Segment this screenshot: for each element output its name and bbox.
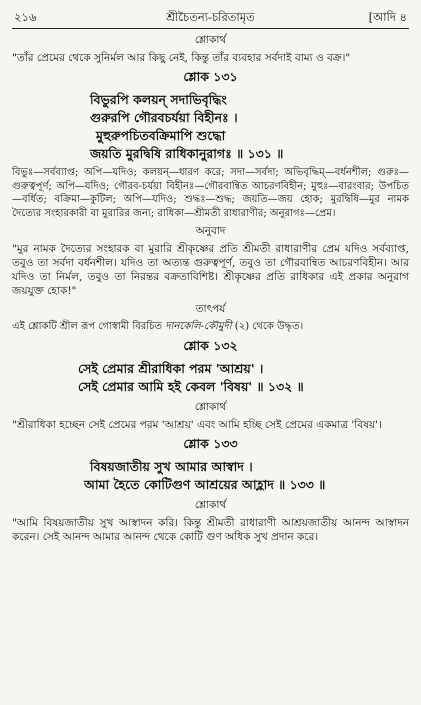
verse-line: সেই প্রেমার শ্রীরাধিকা পরম 'আশ্রয়' । [78,361,264,376]
verse-line: জয়তি মুরদ্বিষি রাধিকানুরাগঃ ॥ ১৩১ ॥ [90,146,284,161]
page-header [12,6,409,29]
verse-line: মুহুরুপচিতবক্রিমাপি শুদ্ধো [96,128,226,143]
page-number: ২১৬ [14,10,37,24]
book-title: দানকেলি-কৌমুদী [165,321,232,332]
purport-text: (২) থেকে উদ্ধৃত। [231,321,304,332]
running-title: শ্রীচৈতন্য-চরিতামৃত [166,10,255,24]
verse-number: শ্লোক ১৩১ [183,69,238,84]
bengali-verse [12,360,409,396]
verse-number: শ্লোক ১৩৩ [183,436,238,451]
section-heading: শ্লোকার্থ [194,34,227,46]
translation: "মুর নামক দৈত্যের সংহারক বা মুরারি শ্রীকৃষ্ণের প্রতি শ্রীমতী রাধারাণীর প্রেম যদিও সর্বব্যাপ্ত, তবুও তা সর্বদা বর্ধনশীল। যদিও তা অত্যন্ত গুরুত্বপূর্ণ, তবুও তা গৌরবান্বিত আচরণবিহীন। আর যদিও তা নির্মল, তবুও তা নিরন্তর বক্রতাবিশিষ্ট। শ্রীকৃষ্ণের প্রতি রাধিকার এই প্রকার অনুরাগ জয়যুক্ত হোক!" [12,243,409,297]
purport [12,320,409,334]
section-heading: শ্লোকার্থ [194,401,227,413]
sanskrit-verse [12,91,409,163]
verse-meaning: "তাঁর প্রেমের থেকে সুনির্মল আর কিছু নেই, কিন্তু তাঁর ব্যবহার সর্বদাই বাম্য ও বক্র।" [12,52,351,64]
verse-meaning: "শ্রীরাধিকা হচ্ছেন সেই প্রেমের পরম 'আশ্রয়' এবং আমি হচ্ছি সেই প্রেমের একমাত্র 'বিষয়'। [12,419,382,431]
bengali-verse [12,458,409,494]
verse-number: শ্লোক ১৩২ [183,338,238,353]
verse-meaning: "আমি বিষয়জাতীয় সুখ আস্বাদন করি। কিন্তু শ্রীমতী রাধারাণী আশ্রয়জাতীয় আনন্দ আস্বাদন করেন। সেই আনন্দ আমার আনন্দ থেকে কোটি গুণ অধিক সুখ প্রদান করে। [12,517,409,543]
purport-text: এই শ্লোকটি শ্রীল রূপ গোস্বামী বিরচিত [12,321,166,332]
verse-line: গুরুরপি গৌরবচর্যয়া বিহীনঃ । [90,110,238,125]
verse-line: আমা হৈতে কোটিগুণ আশ্রয়ের আহ্লাদ ॥ ১৩৩ ॥ [84,477,326,492]
chapter-marker: [আদি ৪ [368,10,407,24]
synonyms: বিভুঃ—সর্বব্যাপ্ত; অপি—যদিও; কলয়ন্—ধারণ করে; সদা—সর্বদা; অভিবৃদ্ধিম্—বর্ধনশীল; গুরুঃ—গুরুত্বপূর্ণ; অপি—যদিও; গৌরব-চর্যয়া বিহীনঃ—গৌরবান্বিত আচরণবিহীন; মুহুঃ—বারংবার; উপচিত—বর্ধিত; বক্রিমা—কুটিল; অপি—যদিও; শুদ্ধঃ—শুদ্ধ; জয়তি—জয় হোক; মুরদ্বিষি—মুর নামক দৈত্যের সংহারকারী বা মুরারির জন্য; রাধিকা—শ্রীমতী রাধারাণীর; অনুরাগঃ—প্রেম। [12,167,409,219]
verse-line: বিষয়জাতীয় সুখ আমার আস্বাদ । [90,459,253,474]
verse-line: সেই প্রেমার আমি হই কেবল 'বিষয়' ॥ ১৩২ ॥ [78,379,304,394]
verse-line: বিভুরপি কলয়ন্ সদাভিবৃদ্ধিং [90,92,227,107]
purport-heading: তাৎপর্য [195,303,226,315]
section-heading: শ্লোকার্থ [194,499,227,511]
translation-heading: অনুবাদ [195,225,226,237]
